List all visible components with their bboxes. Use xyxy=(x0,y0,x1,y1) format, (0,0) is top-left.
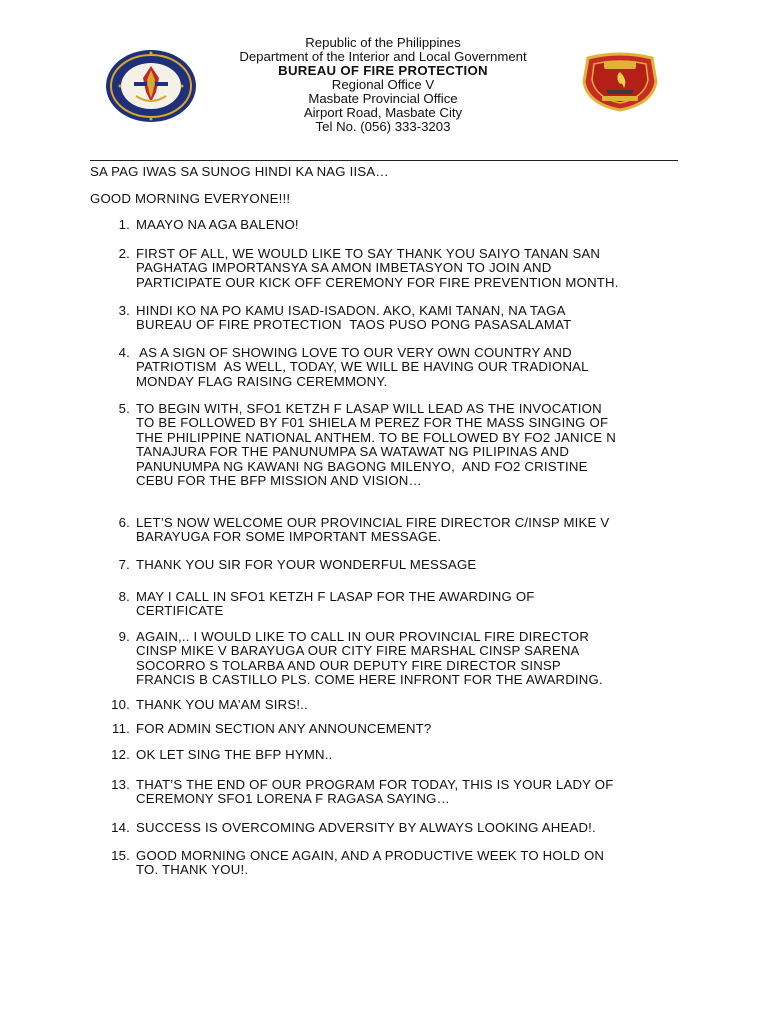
list-item-number: 12. xyxy=(111,747,130,762)
list-item-line: PATRIOTISM AS WELL, TODAY, WE WILL BE HAVING OUR TRADIONAL xyxy=(136,359,589,375)
list-item-number: 7. xyxy=(118,557,130,572)
telephone-line: Tel No. (056) 333-3203 xyxy=(315,119,451,134)
list-item-number: 3. xyxy=(118,303,130,318)
list-item-line: BARAYUGA FOR SOME IMPORTANT MESSAGE. xyxy=(136,529,442,545)
list-item-number: 9. xyxy=(118,629,130,644)
list-item-line: FOR ADMIN SECTION ANY ANNOUNCEMENT? xyxy=(136,721,432,736)
list-item-line: LET’S NOW WELCOME OUR PROVINCIAL FIRE DIRECTOR C/INSP MIKE V xyxy=(136,515,610,530)
list-item-text xyxy=(136,849,696,878)
list-item-line: BUREAU OF FIRE PROTECTION TAOS PUSO PONG PASASALAMAT xyxy=(136,317,572,333)
list-item-line: OK LET SING THE BFP HYMN.. xyxy=(136,747,333,762)
list-item-text xyxy=(136,590,696,619)
list-item-line: CEBU FOR THE BFP MISSION AND VISION… xyxy=(136,473,422,489)
list-item-line: THANK YOU SIR FOR YOUR WONDERFUL MESSAGE xyxy=(136,557,477,572)
list-item-number: 5. xyxy=(118,401,130,416)
country-line: Republic of the Philippines xyxy=(305,35,461,50)
list-item-number: 14. xyxy=(111,820,130,835)
list-item-line: CEREMONY SFO1 LORENA F RAGASA SAYING… xyxy=(136,791,450,807)
list-item-line: TO. THANK YOU!. xyxy=(136,862,249,878)
bfp-seal-logo xyxy=(104,48,198,124)
list-item-line: AGAIN,.. I WOULD LIKE TO CALL IN OUR PROVINCIAL FIRE DIRECTOR xyxy=(136,629,590,644)
greeting: GOOD MORNING EVERYONE!!! xyxy=(90,191,291,206)
list-item-text xyxy=(136,722,696,736)
list-item-line: TANAJURA FOR THE PANUNUMPA SA WATAWAT NG PILIPINAS AND xyxy=(136,444,570,460)
list-item-line: THE PHILIPPINE NATIONAL ANTHEM. TO BE FOLLOWED BY FO2 JANICE N xyxy=(136,429,616,445)
list-item-line: AS A SIGN OF SHOWING LOVE TO OUR VERY OWN COUNTRY AND xyxy=(136,345,572,360)
list-item-line: THANK YOU MA’AM SIRS!.. xyxy=(136,697,308,712)
list-item-text xyxy=(136,247,696,290)
list-item-text xyxy=(136,698,696,712)
list-item-text xyxy=(136,630,696,688)
list-item-line: GOOD MORNING ONCE AGAIN, AND A PRODUCTIVE WEEK TO HOLD ON xyxy=(136,848,605,863)
list-item-line: TO BE FOLLOWED BY F01 SHIELA M PEREZ FOR THE MASS SINGING OF xyxy=(136,415,609,431)
list-item-line: FIRST OF ALL, WE WOULD LIKE TO SAY THANK YOU SAIYO TANAN SAN xyxy=(136,246,601,261)
department-line: Department of the Interior and Local Government xyxy=(239,49,527,64)
list-item-text xyxy=(136,516,696,545)
bfp-seal-icon xyxy=(104,48,198,124)
list-item-text xyxy=(136,778,696,807)
list-item-text xyxy=(136,304,696,333)
list-item-line: PARTICIPATE OUR KICK OFF CEREMONY FOR FIRE PREVENTION MONTH. xyxy=(136,274,619,290)
list-item-line: TO BEGIN WITH, SFO1 KETZH F LASAP WILL LEAD AS THE INVOCATION xyxy=(136,401,602,416)
list-item-line: SOCORRO S TOLARBA AND OUR DEPUTY FIRE DIRECTOR SINSP xyxy=(136,657,561,673)
bureau-name: BUREAU OF FIRE PROTECTION xyxy=(278,63,488,78)
list-item-number: 11. xyxy=(112,721,130,736)
list-item-number: 6. xyxy=(118,515,130,530)
list-item-text xyxy=(136,558,696,572)
provincial-office-line: Masbate Provincial Office xyxy=(308,91,458,106)
list-item-number: 10. xyxy=(111,697,130,712)
list-item-line: THAT’S THE END OF OUR PROGRAM FOR TODAY, THIS IS YOUR LADY OF xyxy=(136,777,614,792)
regional-office-line: Regional Office V xyxy=(331,77,435,92)
letterhead xyxy=(200,36,566,134)
header-divider xyxy=(90,160,678,161)
list-item-text xyxy=(136,821,696,835)
list-item-text xyxy=(136,748,696,762)
fire-station-badge-icon xyxy=(580,52,660,112)
address-line: Airport Road, Masbate City xyxy=(303,105,463,120)
list-item-number: 13. xyxy=(111,777,130,792)
list-item-line: MONDAY FLAG RAISING CEREMMONY. xyxy=(136,373,388,389)
list-item-line: HINDI KO NA PO KAMU ISAD-ISADON. AKO, KAMI TANAN, NA TAGA xyxy=(136,303,566,318)
list-item-number: 15. xyxy=(111,848,130,863)
list-item-line: CINSP MIKE V BARAYUGA OUR CITY FIRE MARSHAL CINSP SARENA xyxy=(136,643,580,659)
list-item-line: CERTIFICATE xyxy=(136,603,224,619)
list-item-line: PANUNUMPA NG KAWANI NG BAGONG MILENYO, AND FO2 CRISTINE xyxy=(136,458,588,474)
list-item-line: MAY I CALL IN SFO1 KETZH F LASAP FOR THE AWARDING OF xyxy=(136,589,535,604)
list-item-line: SUCCESS IS OVERCOMING ADVERSITY BY ALWAYS LOOKING AHEAD!. xyxy=(136,820,596,835)
list-item-line: MAAYO NA AGA BALENO! xyxy=(136,217,299,232)
list-item-text xyxy=(136,402,696,488)
list-item-number: 1. xyxy=(118,217,130,232)
list-item-line: FRANCIS B CASTILLO PLS. COME HERE INFRONT FOR THE AWARDING. xyxy=(136,672,603,688)
list-item-number: 2. xyxy=(118,246,130,261)
list-item-text xyxy=(136,346,696,389)
list-item-line: PAGHATAG IMPORTANSYA SA AMON IMBETASYON TO JOIN AND xyxy=(136,260,552,276)
list-item-text xyxy=(136,218,696,232)
list-item-number: 4. xyxy=(118,345,130,360)
tagline: SA PAG IWAS SA SUNOG HINDI KA NAG IISA… xyxy=(90,164,389,179)
list-item-number: 8. xyxy=(118,589,130,604)
fire-station-badge-logo xyxy=(580,52,660,112)
